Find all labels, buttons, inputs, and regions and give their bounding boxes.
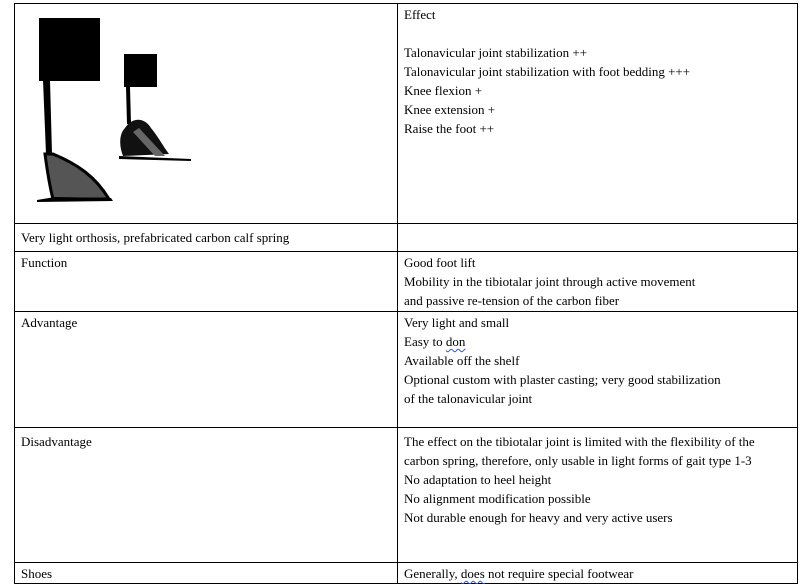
effect-cell: [398, 4, 798, 224]
disadvantage-line: No adaptation to heel height: [404, 472, 552, 487]
row-function: [15, 252, 798, 312]
disadvantage-line: Not durable enough for heavy and very active users: [404, 510, 673, 525]
row-figure-effect: [15, 4, 798, 224]
disadvantage-line: No alignment modification possible: [404, 491, 591, 506]
advantage-line: Optional custom with plaster casting; very good stabilization: [404, 372, 721, 387]
effect-item: Talonavicular joint stabilization with foot bedding +++: [404, 64, 691, 79]
effect-item: Knee extension +: [404, 102, 496, 117]
advantage-value: [398, 312, 798, 428]
row-advantage: [15, 312, 798, 428]
row-disadvantage: [15, 428, 798, 563]
shoes-label: Shoes: [15, 563, 398, 584]
function-line: and passive re-tension of the carbon fiber: [404, 293, 620, 308]
function-line: Good foot lift: [404, 255, 476, 270]
description-value: [398, 224, 798, 252]
disadvantage-label: Disadvantage: [15, 428, 398, 563]
advantage-line: Very light and small: [404, 315, 510, 330]
small-calf-cuff: [124, 54, 157, 87]
spellcheck-word: does: [460, 566, 485, 581]
function-label: Function: [15, 252, 398, 312]
function-value: [398, 252, 798, 312]
advantage-line: Easy to don: [404, 334, 466, 349]
disadvantage-paragraph: The effect on the tibiotalar joint is limited with the flexibility of the carbon spring, therefore, only usable in light forms of gait type 1-3: [404, 434, 755, 468]
row-description: [15, 224, 798, 252]
effect-item: Knee flexion +: [404, 83, 483, 98]
orthosis-illustration: [15, 4, 398, 223]
advantage-line: Available off the shelf: [404, 353, 520, 368]
effect-item: Talonavicular joint stabilization ++: [404, 45, 588, 60]
large-calf-cuff: [39, 18, 100, 81]
advantage-label: Advantage: [15, 312, 398, 428]
row-shoes: [15, 563, 798, 584]
spellcheck-word: don: [445, 334, 466, 349]
orthosis-table: [14, 3, 798, 584]
description-label: Very light orthosis, prefabricated carbon calf spring: [15, 224, 398, 252]
figure-cell: [15, 4, 398, 224]
disadvantage-value: [398, 428, 798, 563]
function-line: Mobility in the tibiotalar joint through active movement: [404, 274, 696, 289]
shoes-value: Generally, does not require special footwear: [398, 563, 798, 584]
effect-item: Raise the foot ++: [404, 121, 495, 136]
advantage-line: of the talonavicular joint: [404, 391, 533, 406]
effect-title: Effect: [404, 7, 436, 22]
